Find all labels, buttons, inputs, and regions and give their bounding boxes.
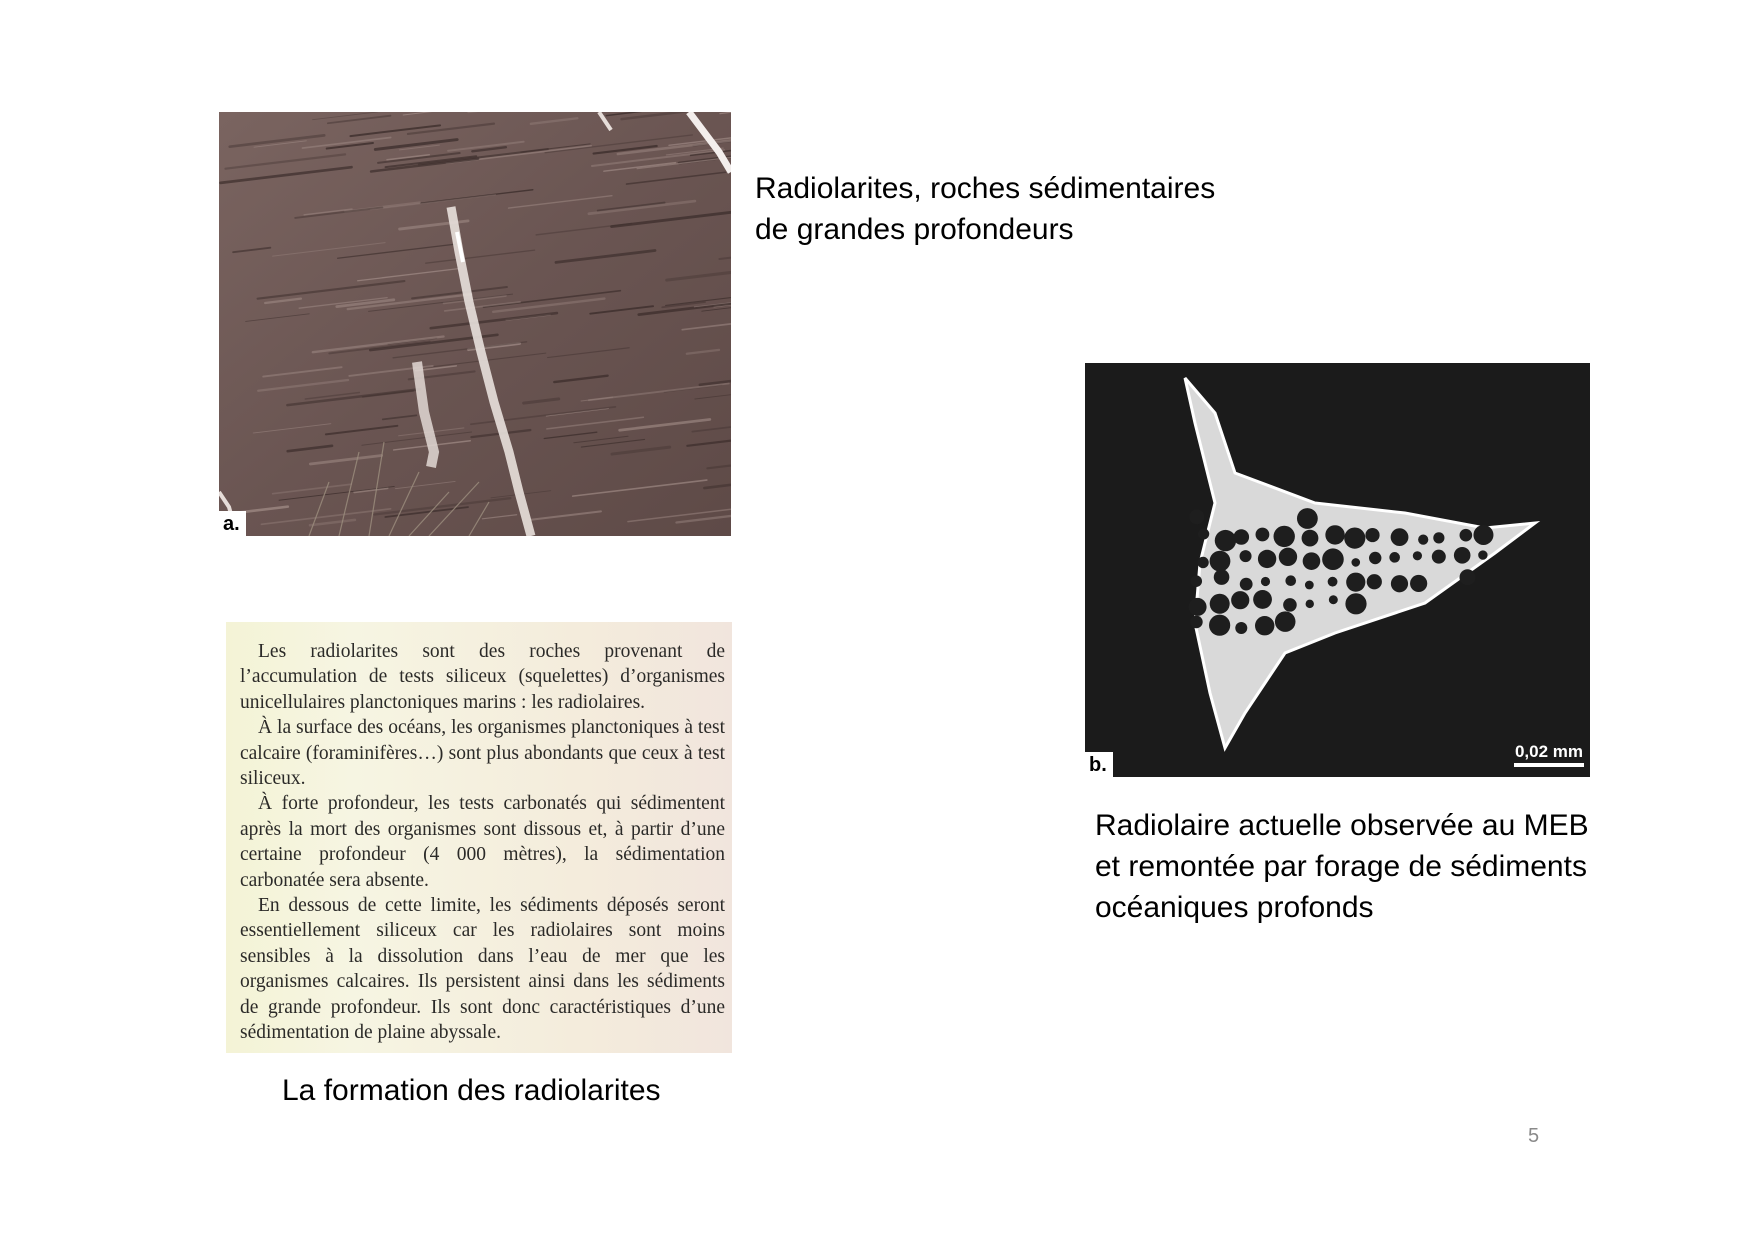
photo-b-label: b.: [1085, 752, 1113, 777]
radiolarite-rock-photo: [219, 112, 731, 536]
radiolarian-sem-photo: [1085, 363, 1590, 777]
photo-a-label: a.: [219, 511, 246, 536]
scanned-text-body: [240, 639, 725, 1046]
photo-b-caption-line-1: Radiolaire actuelle observée au MEB: [1095, 809, 1589, 842]
scale-bar-line: [1514, 763, 1584, 767]
radiolarian-illustration: [1085, 363, 1590, 777]
scan-paragraph-2: À la surface des océans, les organismes planctoniques à test calcaire (foraminifères…) sont plus abondants que ceux à test siliceux.: [240, 717, 725, 790]
photo-a-caption-line-2: de grandes profondeurs: [755, 213, 1074, 246]
photo-b-caption-line-3: océaniques profonds: [1095, 891, 1374, 924]
rock-cliff-illustration: [219, 112, 731, 536]
photo-b-caption-line-2: et remontée par forage de sédiments: [1095, 850, 1587, 883]
scan-caption: La formation des radiolarites: [282, 1074, 661, 1107]
scale-bar: [1514, 743, 1584, 767]
scanned-text-excerpt: [226, 622, 732, 1053]
photo-b-caption: [1095, 805, 1735, 928]
scan-paragraph-3: À forte profondeur, les tests carbonatés qui sédimentent après la mort des organismes sont dissous et, à partir d’une certaine profondeur (4 000 mètres), la sédimentation carbonatée sera absente.: [240, 793, 725, 891]
scale-label: 0,02 mm: [1514, 742, 1584, 761]
page-number: 5: [1528, 1125, 1540, 1147]
scan-paragraph-1: Les radiolarites sont des roches provenant de l’accumulation de tests siliceux (squelettes) d’organismes unicellulaires planctoniques marins : les radiolaires.: [240, 641, 725, 713]
photo-a-caption-line-1: Radiolarites, roches sédimentaires: [755, 172, 1216, 205]
photo-a-caption: [755, 168, 1355, 250]
scan-paragraph-4: En dessous de cette limite, les sédiments déposés seront essentiellement siliceux car les radiolaires sont moins sensibles à la dissolution dans l’eau de mer que les organismes calcaires. Ils persistent ainsi dans les sédiments de grande profondeur. Ils sont donc caractéristiques d’une sédimentation de plaine abyssale.: [240, 895, 725, 1044]
